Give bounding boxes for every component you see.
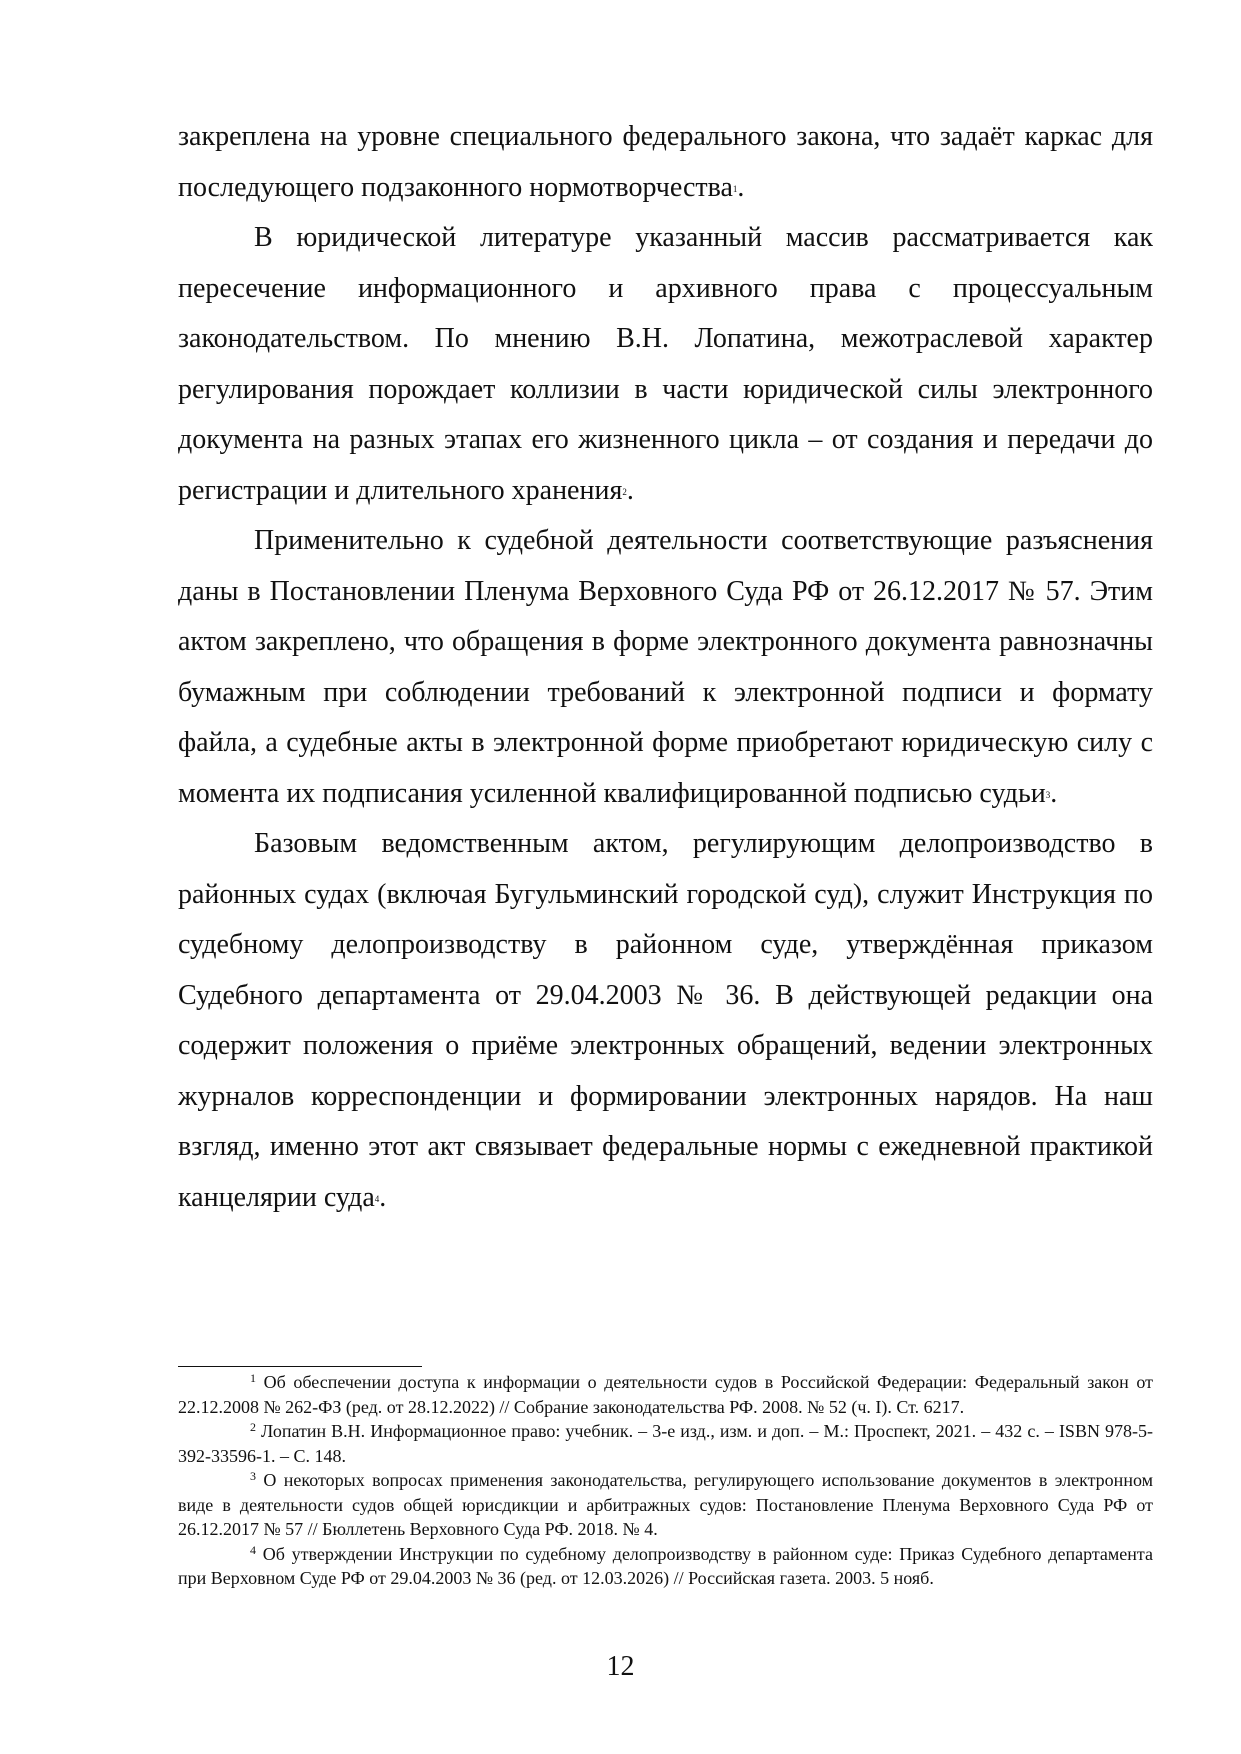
paragraph-1-text: закреплена на уровне специального федерального закона, что задаёт каркас для последующего подзаконного нормотворчества xyxy=(178,121,1153,203)
footnote-ref-4[interactable]: 4 xyxy=(374,1193,380,1204)
footnotes-section xyxy=(178,1370,1153,1591)
footnote-separator xyxy=(178,1366,422,1367)
paragraph-3-tail: . xyxy=(1050,777,1058,809)
paragraph-3 xyxy=(178,516,1153,819)
footnote-ref-3[interactable]: 3 xyxy=(1045,789,1051,800)
footnote-3-text: О некоторых вопросах применения законодательства, регулирующего использование документов в электронном виде в деятельности судов общей юрисдикции и арбитражных судов: Постановление Пленума Верховного Суда РФ от 26.12.2017 № 57 // Бюллетень Верховного Суда РФ. 2018. № 4. xyxy=(178,1470,1153,1539)
paragraph-2-text: В юридической литературе указанный массив рассматривается как пересечение информационного и архивного права с процессуальным законодательством. По мнению В.Н. Лопатина, межотраслевой характер регулирования порождает коллизии в части юридической силы электронного документа на разных этапах его жизненного цикла – от создания и передачи до регистрации и длительного хранения xyxy=(178,222,1153,506)
footnote-mark-3: 3 xyxy=(250,1469,256,1483)
footnote-mark-1: 1 xyxy=(250,1371,256,1385)
footnote-1-text: Об обеспечении доступа к информации о деятельности судов в Российской Федерации: Федеральный закон от 22.12.2008 № 262-ФЗ (ред. от 28.12.2022) // Собрание законодательства РФ. 2008. № 52 (ч. I). Ст. 6217. xyxy=(178,1372,1153,1417)
footnote-mark-2: 2 xyxy=(250,1420,256,1434)
footnote-ref-2[interactable]: 2 xyxy=(622,486,627,497)
footnote-ref-1[interactable]: 1 xyxy=(732,183,738,194)
footnote-mark-4: 4 xyxy=(250,1542,256,1557)
paragraph-4 xyxy=(178,819,1153,1223)
footnote-1 xyxy=(178,1370,1153,1419)
footnote-4 xyxy=(178,1542,1153,1591)
paragraph-4-text: Базовым ведомственным актом, регулирующим делопроизводство в районных судах (включая Бугульминский городской суд), служит Инструкция по судебному делопроизводству в районном суде, утверждённая приказом Судебного департамента от 29.04.2003 № 36. В действующей редакции она содержит положения о приёме электронных обращений, ведении электронных журналов корреспонденции и формировании электронных нарядов. На наш взгляд, именно этот акт связывает федеральные нормы с ежедневной практикой канцелярии суда xyxy=(178,828,1153,1213)
paragraph-2-tail: . xyxy=(626,474,634,506)
paragraph-2 xyxy=(178,213,1153,516)
footnote-2-text: Лопатин В.Н. Информационное право: учебник. – 3-е изд., изм. и доп. – М.: Проспект, 2021. – 432 с. – ISBN 978-5-392-33596-1. – С. 148. xyxy=(178,1421,1153,1466)
footnote-3 xyxy=(178,1468,1153,1542)
main-text xyxy=(178,112,1153,1223)
paragraph-1-tail: . xyxy=(737,171,745,203)
paragraph-1 xyxy=(178,112,1153,213)
page-number: 12 xyxy=(606,1651,635,1682)
footnote-2 xyxy=(178,1419,1153,1468)
paragraph-4-tail: . xyxy=(379,1181,387,1213)
footnote-4-text: Об утверждении Инструкции по судебному делопроизводству в районном суде: Приказ Судебного департамента при Верховном Суде РФ от 29.04.2003 № 36 (ред. от 12.03.2026) // Российская газета. 2003. 5 нояб. xyxy=(178,1543,1153,1588)
paragraph-3-text: Применительно к судебной деятельности соответствующие разъяснения даны в Постановлении Пленума Верховного Суда РФ от 26.12.2017 № 57. Этим актом закреплено, что обращения в форме электронного документа равнозначны бумажным при соблюдении требований к электронной подписи и формату файла, а судебные акты в электронной форме приобретают юридическую силу с момента их подписания усиленной квалифицированной подписью судьи xyxy=(178,525,1153,809)
